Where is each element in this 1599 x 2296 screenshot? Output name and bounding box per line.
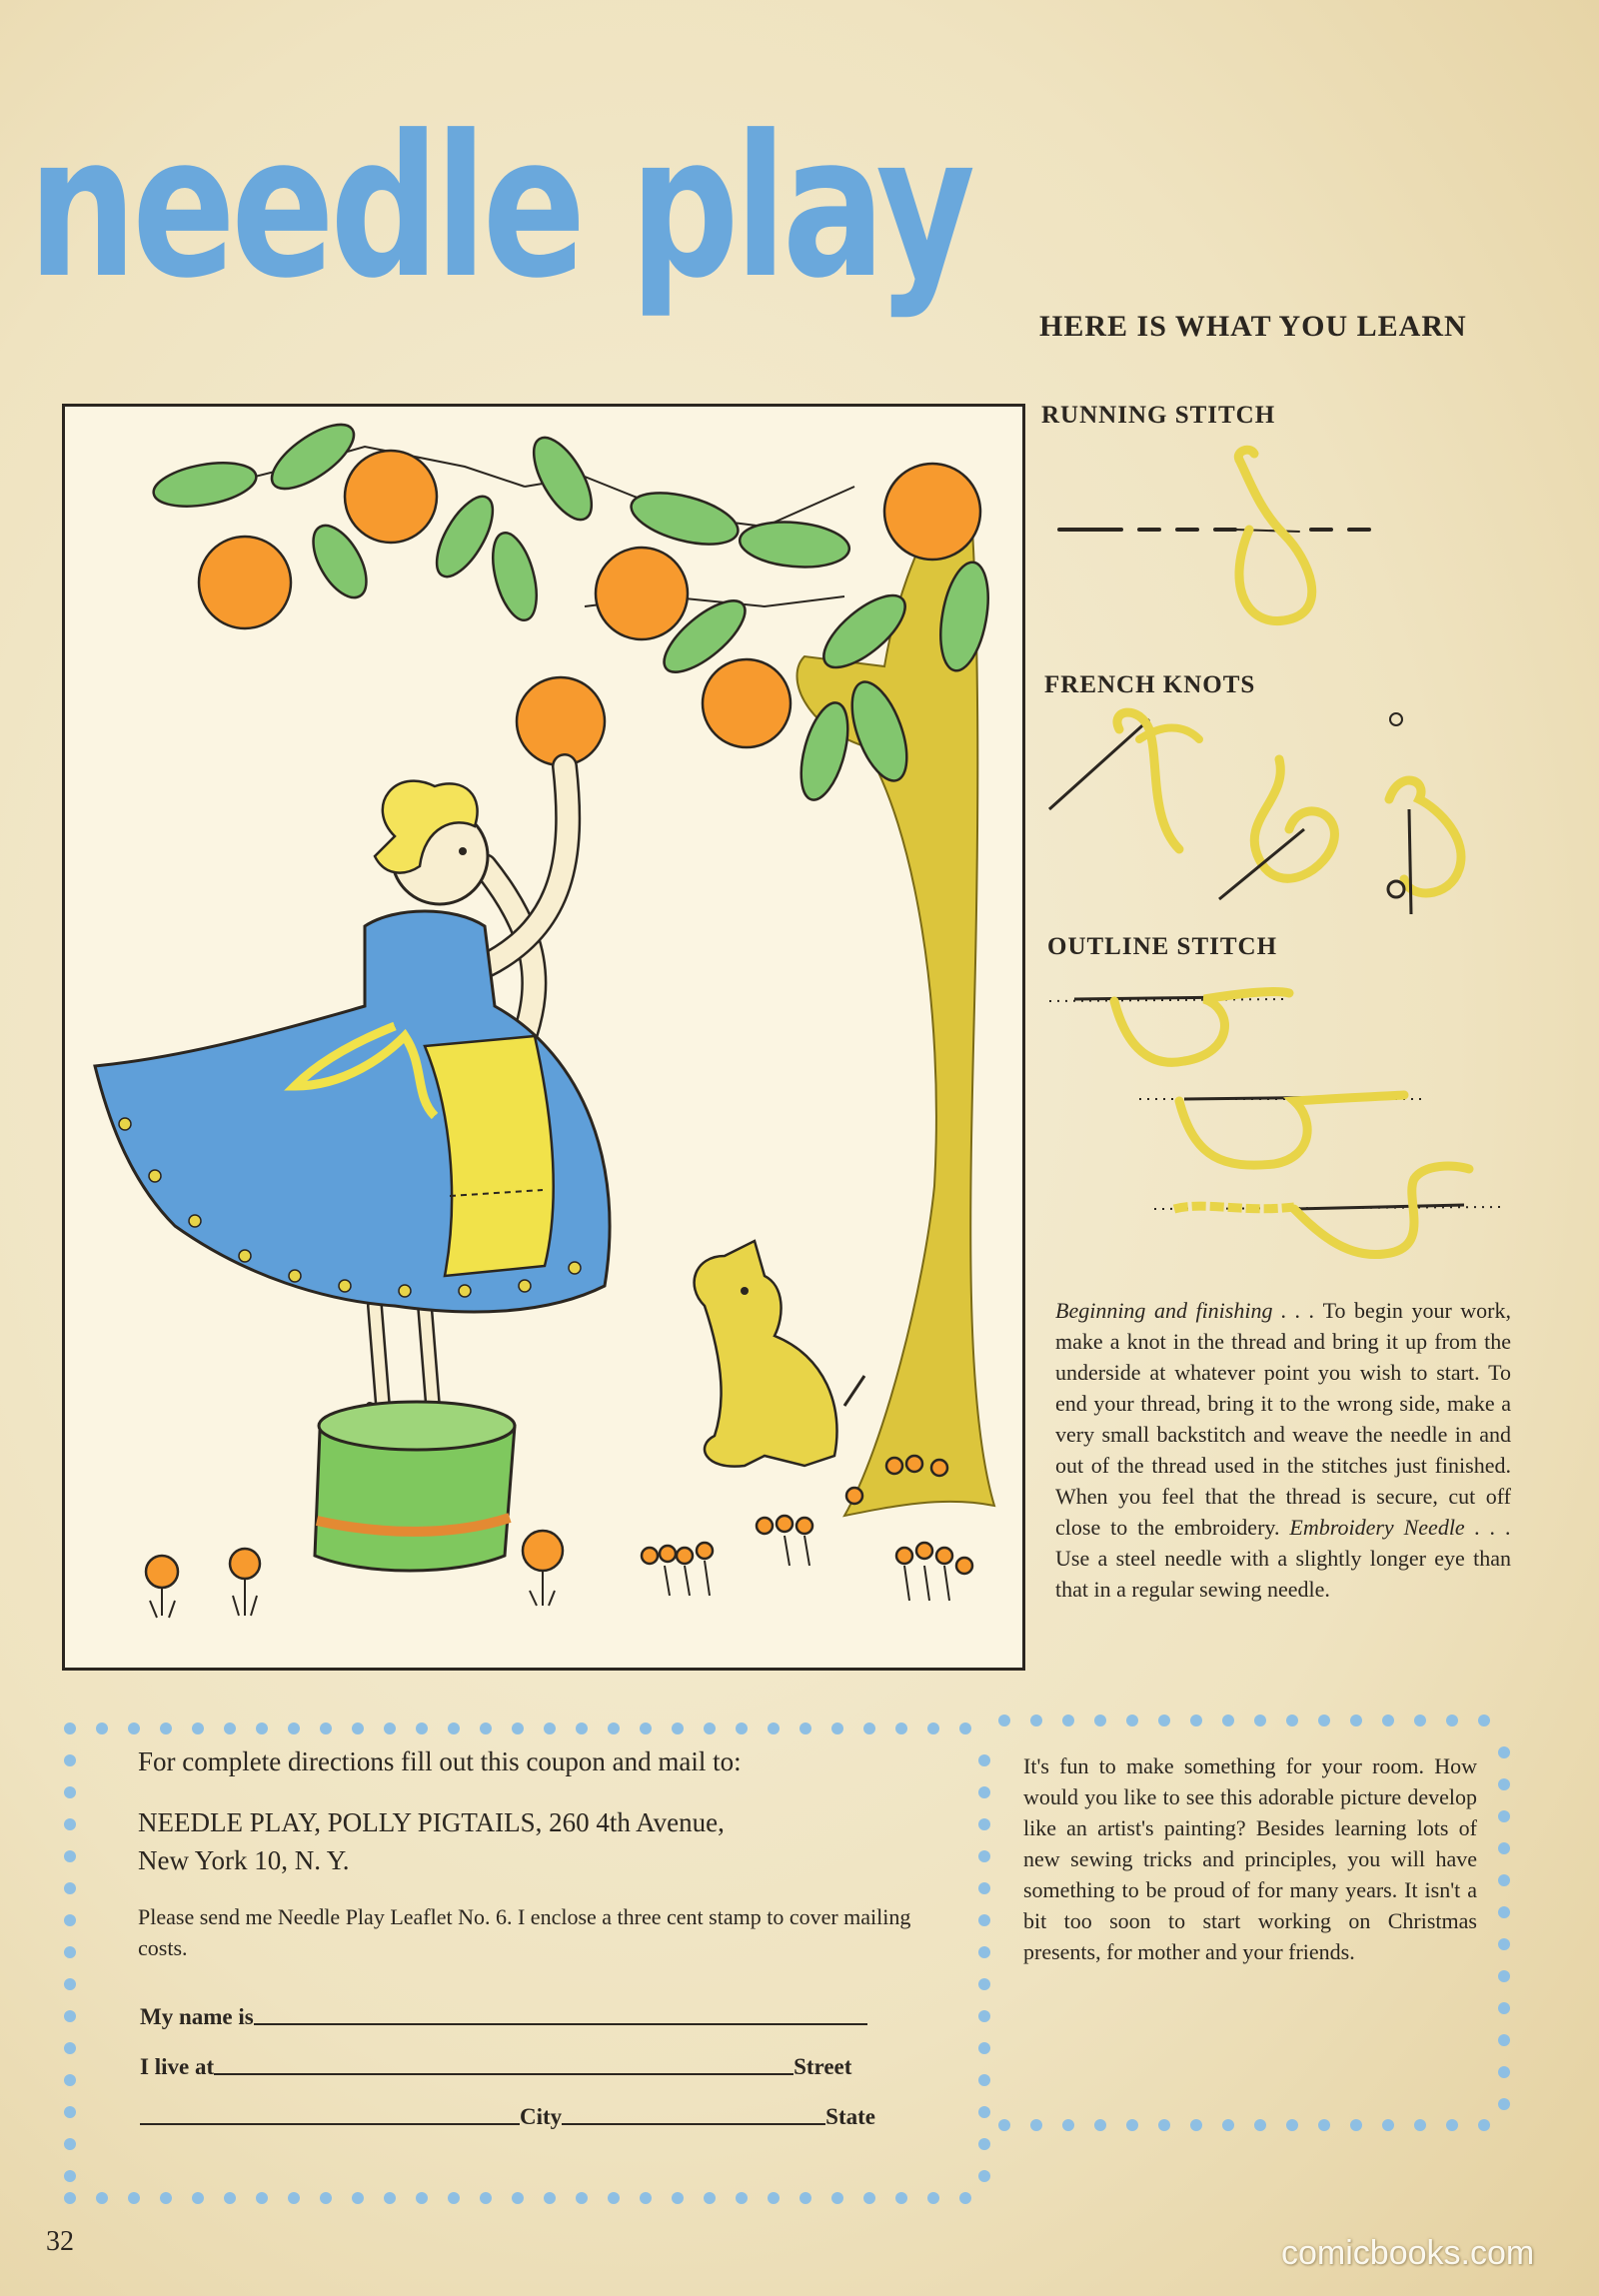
city-rule[interactable] <box>140 2123 520 2125</box>
outline-stitch-diagram <box>1044 969 1514 1269</box>
page-title: needle play <box>28 94 971 322</box>
state-rule[interactable] <box>562 2123 825 2125</box>
instructions-text1: To begin your work, make a knot in the thread and bring it up from the underside at whatever point you wish to start. To end your thread, bring it to the wrong side, make a very small backstitch and weave the needle in and out of the thread used in the stitches just finished. When you feel that the thread is secure, cut off close to the embroidery. <box>1055 1298 1511 1540</box>
mail-coupon <box>138 1746 913 1963</box>
street-field[interactable] <box>140 2054 851 2080</box>
city-label: City <box>520 2104 563 2129</box>
live-label: I live at <box>140 2054 215 2079</box>
name-rule[interactable] <box>254 2023 867 2025</box>
coupon-request: Please send me Needle Play Leaflet No. 6. I enclose a three cent stamp to cover mailing costs. <box>138 1904 911 1960</box>
flower-pot <box>315 1402 515 1571</box>
watermark: comicbooks.com <box>1281 2234 1535 2272</box>
coupon-intro: For complete directions fill out this coupon and mail to: <box>138 1746 742 1776</box>
french-knots-label: FRENCH KNOTS <box>1044 671 1256 698</box>
city-state-field[interactable] <box>140 2104 875 2130</box>
girl-figure <box>95 766 610 1416</box>
french-knots-diagram <box>1039 699 1479 939</box>
orange-tree-illustration <box>62 404 1025 1671</box>
street-rule[interactable] <box>214 2073 794 2075</box>
side-promo-text: It's fun to make something for your room. How would you like to see this adorable picture develop like an artist's painting? Besides learning lots of new sewing tricks and principles, you will have something to be proud of for many years. It isn't a bit too soon to start working on Christmas presents, for mother and your friends. <box>1023 1753 1477 1964</box>
running-stitch-label: RUNNING STITCH <box>1041 402 1276 429</box>
page-number: 32 <box>46 2226 74 2257</box>
coupon-address-line1: NEEDLE PLAY, POLLY PIGTAILS, 260 4th Avenue, <box>138 1807 725 1837</box>
learn-heading: HERE IS WHAT YOU LEARN <box>1039 310 1467 343</box>
instructions-lead2: Embroidery Needle . . . <box>1289 1515 1511 1540</box>
coupon-address <box>138 1803 913 1879</box>
running-stitch-diagram <box>1049 440 1419 639</box>
instructions-lead1: Beginning and finishing . . . <box>1055 1298 1315 1323</box>
name-label: My name is <box>140 2004 254 2029</box>
instructions-text2: Use a steel needle with a slightly longer eye than that in a regular sewing needle. <box>1055 1546 1511 1602</box>
state-label: State <box>825 2104 875 2129</box>
coupon-address-line2: New York 10, N. Y. <box>138 1845 350 1875</box>
street-label: Street <box>794 2054 852 2079</box>
scottie-dog <box>695 1241 864 1467</box>
instructions-paragraph <box>1055 1295 1511 1605</box>
outline-stitch-label: OUTLINE STITCH <box>1047 933 1278 960</box>
name-field[interactable] <box>140 2004 867 2030</box>
ground-flowers <box>146 1456 972 1588</box>
